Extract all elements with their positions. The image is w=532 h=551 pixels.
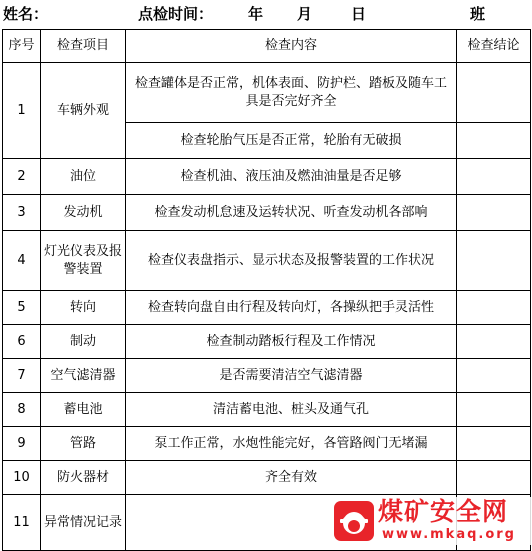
row-no: 6 bbox=[3, 325, 41, 359]
column-header-item: 检查项目 bbox=[41, 30, 126, 63]
row-item: 车辆外观 bbox=[41, 63, 126, 159]
table-row bbox=[3, 393, 531, 427]
table-row bbox=[3, 231, 531, 291]
row-content: 清洁蓄电池、桩头及通气孔 bbox=[126, 393, 457, 427]
row-no: 7 bbox=[3, 359, 41, 393]
watermark-title: 煤矿安全网 bbox=[378, 497, 509, 526]
row-conclusion-cell[interactable] bbox=[457, 159, 531, 195]
row-content: 检查转向盘自由行程及转向灯，各操纵把手灵活性 bbox=[126, 291, 457, 325]
name-label: 姓名： bbox=[3, 5, 49, 23]
row-conclusion-cell[interactable] bbox=[457, 195, 531, 231]
row-conclusion-cell[interactable] bbox=[457, 427, 531, 461]
hardhat-worker-icon bbox=[334, 501, 374, 541]
row-conclusion-cell[interactable] bbox=[457, 123, 531, 159]
column-header-no: 序号 bbox=[3, 30, 41, 63]
row-item: 灯光仪表及报警装置 bbox=[41, 231, 126, 291]
row-item: 蓄电池 bbox=[41, 393, 126, 427]
row-item: 管路 bbox=[41, 427, 126, 461]
row-item: 发动机 bbox=[41, 195, 126, 231]
inspection-time-label: 点检时间： bbox=[138, 5, 214, 23]
site-watermark bbox=[330, 497, 532, 545]
row-no: 3 bbox=[3, 195, 41, 231]
row-no: 9 bbox=[3, 427, 41, 461]
table-row bbox=[3, 325, 531, 359]
form-header bbox=[0, 0, 532, 28]
row-no: 11 bbox=[3, 495, 41, 551]
watermark-url: www.mkaq.org bbox=[382, 527, 516, 542]
row-conclusion-cell[interactable] bbox=[457, 461, 531, 495]
row-conclusion-cell[interactable] bbox=[457, 231, 531, 291]
table-row bbox=[3, 159, 531, 195]
row-content: 检查轮胎气压是否正常，轮胎有无破损 bbox=[126, 123, 457, 159]
row-item: 油位 bbox=[41, 159, 126, 195]
row-no: 5 bbox=[3, 291, 41, 325]
row-item: 转向 bbox=[41, 291, 126, 325]
inspection-table bbox=[2, 29, 531, 551]
row-no: 1 bbox=[3, 63, 41, 159]
row-conclusion-cell[interactable] bbox=[457, 359, 531, 393]
row-content: 检查罐体是否正常，机体表面、防护栏、踏板及随车工具是否完好齐全 bbox=[126, 63, 457, 123]
year-label: 年 bbox=[248, 5, 264, 23]
shift-label: 班 bbox=[470, 5, 486, 23]
row-content: 齐全有效 bbox=[126, 461, 457, 495]
column-header-content: 检查内容 bbox=[126, 30, 457, 63]
row-item: 制动 bbox=[41, 325, 126, 359]
row-conclusion-cell[interactable] bbox=[457, 291, 531, 325]
row-no: 2 bbox=[3, 159, 41, 195]
month-label: 月 bbox=[297, 5, 313, 23]
column-header-conclusion: 检查结论 bbox=[457, 30, 531, 63]
row-conclusion-cell[interactable] bbox=[457, 325, 531, 359]
row-conclusion-cell[interactable] bbox=[457, 63, 531, 123]
row-content: 检查机油、液压油及燃油油量是否足够 bbox=[126, 159, 457, 195]
row-conclusion-cell[interactable] bbox=[457, 393, 531, 427]
row-no: 4 bbox=[3, 231, 41, 291]
table-row bbox=[3, 63, 531, 123]
row-item: 防火器材 bbox=[41, 461, 126, 495]
table-header-row bbox=[3, 30, 531, 63]
day-label: 日 bbox=[351, 5, 367, 23]
row-content: 检查制动踏板行程及工作情况 bbox=[126, 325, 457, 359]
row-content: 检查发动机怠速及运转状况、听查发动机各部响 bbox=[126, 195, 457, 231]
table-row bbox=[3, 291, 531, 325]
row-content: 是否需要清洁空气滤清器 bbox=[126, 359, 457, 393]
row-no: 8 bbox=[3, 393, 41, 427]
row-item: 异常情况记录 bbox=[41, 495, 126, 551]
table-row bbox=[3, 195, 531, 231]
row-no: 10 bbox=[3, 461, 41, 495]
table-row bbox=[3, 427, 531, 461]
table-row bbox=[3, 359, 531, 393]
row-content: 泵工作正常，水炮性能完好，各管路阀门无堵漏 bbox=[126, 427, 457, 461]
table-row bbox=[3, 461, 531, 495]
row-item: 空气滤清器 bbox=[41, 359, 126, 393]
row-content: 检查仪表盘指示、显示状态及报警装置的工作状况 bbox=[126, 231, 457, 291]
